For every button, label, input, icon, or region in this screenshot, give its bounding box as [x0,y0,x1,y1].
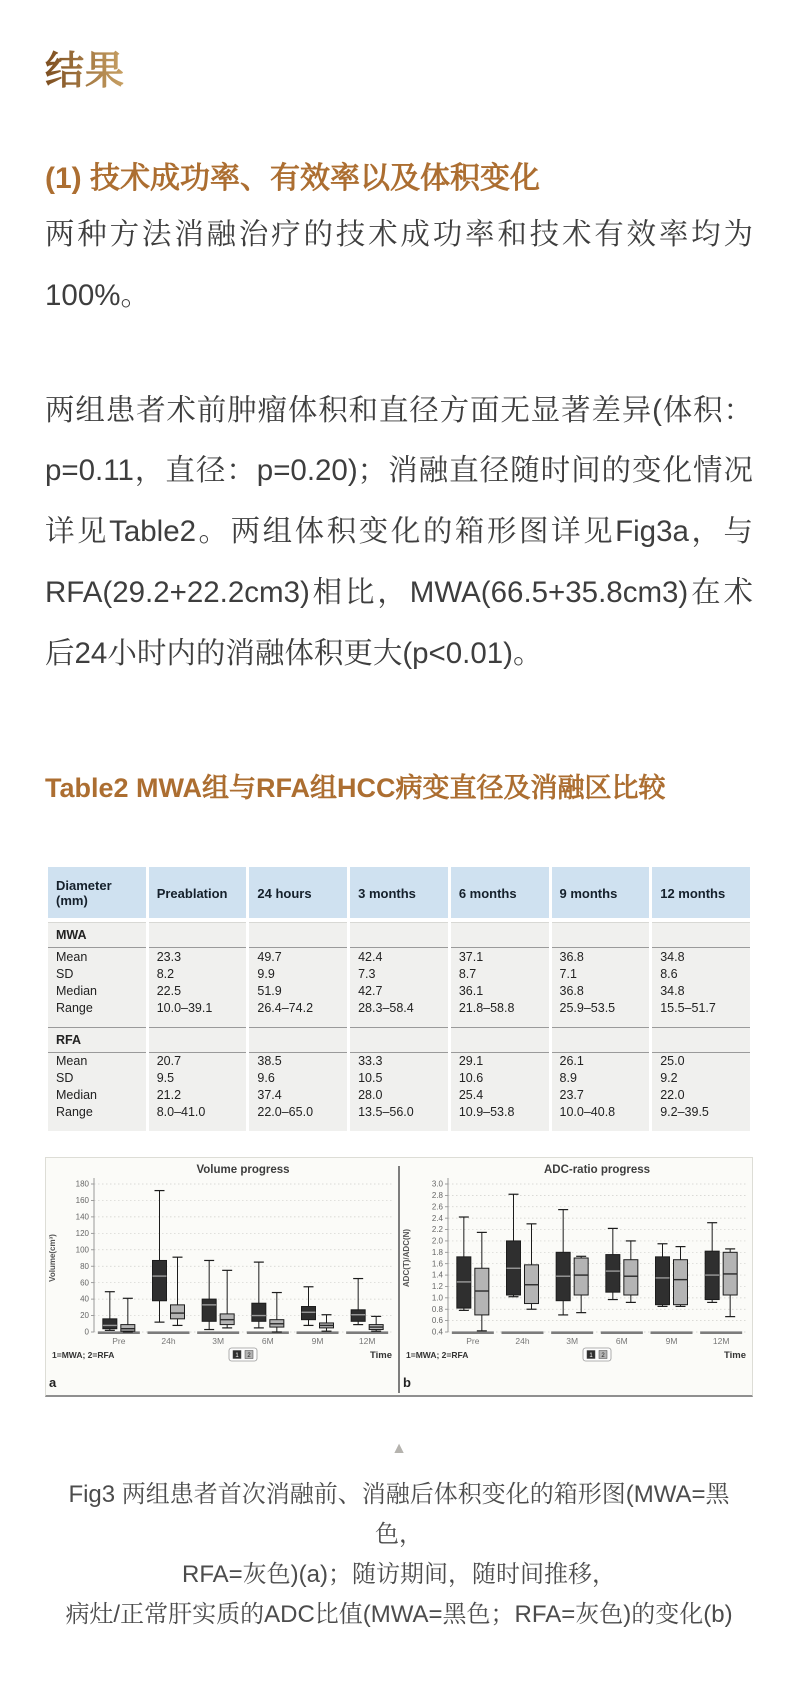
figure-caption [45,1475,753,1634]
svg-text:Volume(cm³): Volume(cm³) [48,1234,57,1283]
value-cell: 36.1 [451,982,549,999]
section-heading: (1) 技术成功率、有效率以及体积变化 [45,162,540,195]
svg-text:2: 2 [601,1353,605,1360]
figure-caption-line: 病灶/正常肝实质的ADC比值(MWA=黑色；RFA=灰色)的变化(b) [65,1600,733,1628]
value-cell: 34.8 [652,948,750,965]
value-cell: 10.0–40.8 [552,1104,650,1132]
volume-progress-svg [46,1160,398,1390]
value-cell: 9.2–39.5 [652,1104,750,1132]
svg-text:3M: 3M [566,1336,579,1347]
value-cell: 8.6 [652,965,750,982]
value-cell: 21.2 [149,1087,247,1104]
table-row [48,1070,750,1087]
svg-text:20: 20 [80,1311,89,1321]
value-cell: 22.5 [149,982,247,999]
svg-text:Pre: Pre [112,1336,126,1347]
value-cell: 8.9 [552,1070,650,1087]
value-cell: 10.6 [451,1070,549,1087]
value-cell: 36.8 [552,982,650,999]
svg-text:1: 1 [589,1353,593,1360]
value-cell: 26.4–74.2 [249,999,347,1027]
table-header-cell: Preablation [149,867,247,922]
svg-text:a: a [49,1375,57,1391]
value-cell: 42.4 [350,948,448,965]
row-label-cell: Mean [48,1053,146,1070]
paragraph-success-rate: 两种方法消融治疗的技术成功率和技术有效率均为100%。 [45,218,753,312]
value-cell: 37.1 [451,948,549,965]
value-cell: 23.7 [552,1087,650,1104]
empty-cell [451,922,549,948]
value-cell: 10.9–53.8 [451,1104,549,1132]
svg-text:1=MWA; 2=RFA: 1=MWA; 2=RFA [52,1350,115,1361]
table-title: Table2 MWA组与RFA组HCC病变直径及消融区比较 [45,773,666,804]
svg-text:2.0: 2.0 [431,1236,443,1246]
row-label-cell: Range [48,1104,146,1132]
svg-text:12M: 12M [358,1336,376,1347]
fig3-boxplot-figure [45,1157,753,1397]
svg-text:2: 2 [247,1353,251,1360]
value-cell: 8.7 [451,965,549,982]
table-row [48,999,750,1027]
diameter-comparison-table-wrap [45,867,753,1131]
value-cell: 9.9 [249,965,347,982]
svg-text:1=MWA; 2=RFA: 1=MWA; 2=RFA [406,1350,469,1361]
table-header-cell: 12 months [652,867,750,922]
svg-text:Time: Time [723,1350,746,1362]
figure-caption-line: Fig3 两组患者首次消融前、消融后体积变化的箱形图(MWA=黑色， [68,1481,730,1549]
value-cell: 28.3–58.4 [350,999,448,1027]
svg-text:80: 80 [80,1262,89,1272]
value-cell: 8.0–41.0 [149,1104,247,1132]
svg-text:Volume progress: Volume progress [196,1164,290,1177]
diameter-comparison-table [45,867,753,1131]
row-label-cell: SD [48,1070,146,1087]
value-cell: 29.1 [451,1053,549,1070]
value-cell: 10.5 [350,1070,448,1087]
group-label-cell: RFA [48,1027,146,1053]
svg-text:1.0: 1.0 [431,1293,443,1303]
value-cell: 34.8 [652,982,750,999]
value-cell: 26.1 [552,1053,650,1070]
svg-text:0.4: 0.4 [431,1327,443,1337]
value-cell: 9.2 [652,1070,750,1087]
svg-text:ADC(T)/ADC(N): ADC(T)/ADC(N) [402,1229,411,1288]
value-cell: 21.8–58.8 [451,999,549,1027]
value-cell: 7.1 [552,965,650,982]
svg-text:1: 1 [235,1353,239,1360]
svg-text:2.6: 2.6 [431,1202,443,1212]
value-cell: 42.7 [350,982,448,999]
svg-text:b: b [403,1375,411,1391]
svg-text:0: 0 [84,1327,89,1337]
svg-text:24h: 24h [515,1336,530,1347]
value-cell: 10.0–39.1 [149,999,247,1027]
svg-text:1.2: 1.2 [431,1282,443,1292]
value-cell: 25.4 [451,1087,549,1104]
adc-ratio-progress-svg [400,1160,752,1390]
value-cell: 13.5–56.0 [350,1104,448,1132]
empty-cell [249,1027,347,1053]
svg-text:160: 160 [75,1196,89,1206]
table-header-cell: 24 hours [249,867,347,922]
svg-text:6M: 6M [615,1336,628,1347]
svg-text:1.8: 1.8 [431,1248,443,1258]
value-cell: 15.5–51.7 [652,999,750,1027]
empty-cell [149,1027,247,1053]
value-cell: 9.6 [249,1070,347,1087]
value-cell: 23.3 [149,948,247,965]
value-cell: 37.4 [249,1087,347,1104]
page-title: 结果 [45,40,125,96]
value-cell: 49.7 [249,948,347,965]
svg-text:40: 40 [80,1295,89,1305]
table-row [48,1087,750,1104]
row-label-cell: Mean [48,948,146,965]
svg-text:24h: 24h [161,1336,176,1347]
value-cell: 7.3 [350,965,448,982]
svg-text:1.6: 1.6 [431,1259,443,1269]
empty-cell [652,1027,750,1053]
value-cell: 8.2 [149,965,247,982]
empty-cell [451,1027,549,1053]
svg-text:0.6: 0.6 [431,1316,443,1326]
value-cell: 20.7 [149,1053,247,1070]
value-cell: 51.9 [249,982,347,999]
row-label-cell: Median [48,982,146,999]
table-row [48,1104,750,1132]
paragraph-volume-comparison: 两组患者术前肿瘤体积和直径方面无显著差异(体积：p=0.11，直径：p=0.20)；消融直径随时间的变化情况详见Table2。两组体积变化的箱形图详见Fig3a，与RFA(29.2+22.2cm3)相比，MWA(66.5+35.8cm3)在术后24小时内的消融体积更大(p<0.01)。 [45,393,753,670]
adc-ratio-progress-chart [400,1160,752,1395]
group-label-cell: MWA [48,922,146,948]
table-header-row [48,867,750,922]
empty-cell [350,1027,448,1053]
svg-text:12M: 12M [712,1336,730,1347]
svg-text:2.4: 2.4 [431,1214,443,1224]
svg-text:2.8: 2.8 [431,1191,443,1201]
svg-text:120: 120 [75,1229,89,1239]
table-header-cell: Diameter (mm) [48,867,146,922]
svg-text:0.8: 0.8 [431,1305,443,1315]
svg-text:180: 180 [75,1179,89,1189]
table-body [48,922,750,1131]
volume-progress-chart [46,1160,398,1395]
value-cell: 22.0–65.0 [249,1104,347,1132]
figure-caption-line: RFA=灰色)(a)；随访期间，随时间推移， [181,1561,616,1589]
table-row [48,965,750,982]
row-label-cell: Median [48,1087,146,1104]
svg-text:ADC-ratio progress: ADC-ratio progress [543,1164,651,1177]
value-cell: 25.9–53.5 [552,999,650,1027]
table-header-cell: 3 months [350,867,448,922]
row-label-cell: SD [48,965,146,982]
empty-cell [552,1027,650,1053]
table-group-row [48,922,750,948]
collapse-arrow-icon[interactable]: ▲ [391,1440,407,1458]
svg-text:3M: 3M [212,1336,225,1347]
table-head [48,867,750,922]
empty-cell [149,922,247,948]
svg-text:60: 60 [80,1278,89,1288]
table-row [48,948,750,965]
empty-cell [249,922,347,948]
svg-text:Time: Time [369,1350,392,1362]
table-row [48,982,750,999]
empty-cell [652,922,750,948]
table-header-cell: 6 months [451,867,549,922]
value-cell: 22.0 [652,1087,750,1104]
svg-text:6M: 6M [261,1336,274,1347]
svg-text:9M: 9M [311,1336,324,1347]
svg-text:3.0: 3.0 [431,1179,443,1189]
value-cell: 38.5 [249,1053,347,1070]
svg-text:100: 100 [75,1245,89,1255]
value-cell: 25.0 [652,1053,750,1070]
value-cell: 36.8 [552,948,650,965]
empty-cell [350,922,448,948]
value-cell: 28.0 [350,1087,448,1104]
table-row [48,1053,750,1070]
svg-text:140: 140 [75,1212,89,1222]
table-header-cell: 9 months [552,867,650,922]
svg-text:2.2: 2.2 [431,1225,443,1235]
value-cell: 9.5 [149,1070,247,1087]
row-label-cell: Range [48,999,146,1027]
value-cell: 33.3 [350,1053,448,1070]
svg-text:Pre: Pre [466,1336,480,1347]
empty-cell [552,922,650,948]
svg-text:1.4: 1.4 [431,1271,443,1281]
svg-text:9M: 9M [665,1336,678,1347]
table-group-row [48,1027,750,1053]
